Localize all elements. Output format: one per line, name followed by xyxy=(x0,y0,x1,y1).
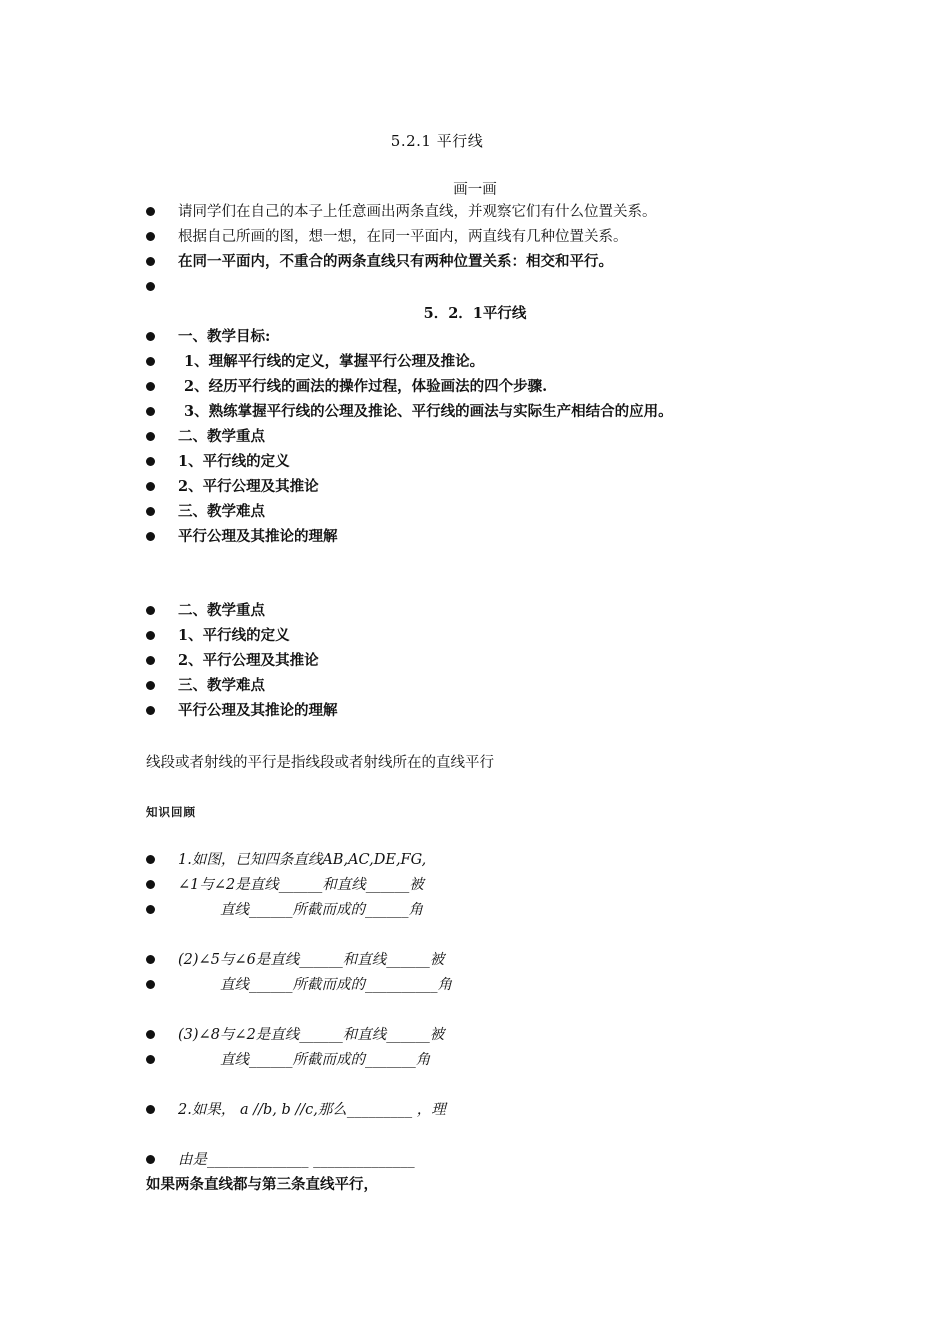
bullet-icon xyxy=(146,974,160,996)
question-text: 直线______所截而成的_______角 xyxy=(220,1052,431,1068)
question-text: ∠1与∠2是直线______和直线______被 xyxy=(178,877,424,893)
bullet-icon xyxy=(146,276,160,298)
bullet-icon xyxy=(146,899,160,921)
bullet-icon xyxy=(146,476,160,498)
list-item-text: 平行公理及其推论的理解 xyxy=(178,528,338,545)
list-item-text: 1、平行线的定义 xyxy=(178,453,290,470)
bullet-icon xyxy=(146,451,160,473)
page-title: 5.2.1 平行线 xyxy=(390,132,484,150)
bullet-icon xyxy=(146,874,160,896)
question-text: 1.如图，已知四条直线AB,AC,DE,FG, xyxy=(178,852,427,868)
bullet-icon xyxy=(146,351,160,373)
list-item-text: 3、熟练掌握平行线的公理及推论、平行线的画法与实际生产相结合的应用。 xyxy=(184,403,673,420)
list-item-text: 三、教学难点 xyxy=(178,503,265,520)
list-item-text: 平行公理及其推论的理解 xyxy=(178,702,338,719)
bullet-icon xyxy=(146,326,160,348)
list-item-text: 2、经历平行线的画法的操作过程，体验画法的四个步骤. xyxy=(184,378,548,395)
bullet-icon xyxy=(146,625,160,647)
closing-text: 如果两条直线都与第三条直线平行， xyxy=(146,1176,378,1193)
section-subtitle: 画一画 xyxy=(453,182,497,198)
list-item-text: 2、平行公理及其推论 xyxy=(178,478,319,495)
bullet-icon xyxy=(146,700,160,722)
bullet-icon xyxy=(146,650,160,672)
question-text: (2)∠5与∠6是直线______和直线______被 xyxy=(178,952,445,968)
question-text: 直线______所截而成的__________角 xyxy=(220,977,452,993)
bullet-icon xyxy=(146,251,160,273)
review-heading: 知识回顾 xyxy=(146,805,196,819)
bullet-icon xyxy=(146,526,160,548)
bullet-icon xyxy=(146,401,160,423)
list-item-text: 2、平行公理及其推论 xyxy=(178,652,319,669)
bullet-icon xyxy=(146,376,160,398)
bullet-icon xyxy=(146,501,160,523)
bullet-icon xyxy=(146,949,160,971)
list-item-text: 二、教学重点 xyxy=(178,602,265,619)
list-item-text: 一、教学目标: xyxy=(178,328,271,345)
list-item-text: 在同一平面内，不重合的两条直线只有两种位置关系：相交和平行。 xyxy=(178,253,613,270)
list-item-text: 二、教学重点 xyxy=(178,428,265,445)
list-item-text: 1、理解平行线的定义，掌握平行公理及推论。 xyxy=(184,353,485,370)
bullet-icon xyxy=(146,849,160,871)
bullet-icon xyxy=(146,1024,160,1046)
note-text: 线段或者射线的平行是指线段或者射线所在的直线平行 xyxy=(146,755,494,771)
bullet-icon xyxy=(146,226,160,248)
bullet-icon xyxy=(146,1149,160,1171)
question-text: (3)∠8与∠2是直线______和直线______被 xyxy=(178,1027,445,1043)
question-text: 直线______所截而成的______角 xyxy=(220,902,423,918)
question-text: 2.如果， a //b, b //c,那么_________ ，理 xyxy=(178,1102,446,1118)
bullet-icon xyxy=(146,426,160,448)
list-item-text: 请同学们在自己的本子上任意画出两条直线，并观察它们有什么位置关系。 xyxy=(178,204,657,220)
list-item-text: 1、平行线的定义 xyxy=(178,627,290,644)
section-title: 5．2．1平行线 xyxy=(423,305,527,322)
bullet-icon xyxy=(146,1099,160,1121)
list-item-text: 根据自己所画的图，想一想，在同一平面内，两直线有几种位置关系。 xyxy=(178,229,628,245)
bullet-icon xyxy=(146,600,160,622)
question-text: 由是______________ ______________ xyxy=(178,1152,415,1168)
bullet-icon xyxy=(146,1049,160,1071)
bullet-icon xyxy=(146,201,160,223)
list-item-text: 三、教学难点 xyxy=(178,677,265,694)
bullet-icon xyxy=(146,675,160,697)
